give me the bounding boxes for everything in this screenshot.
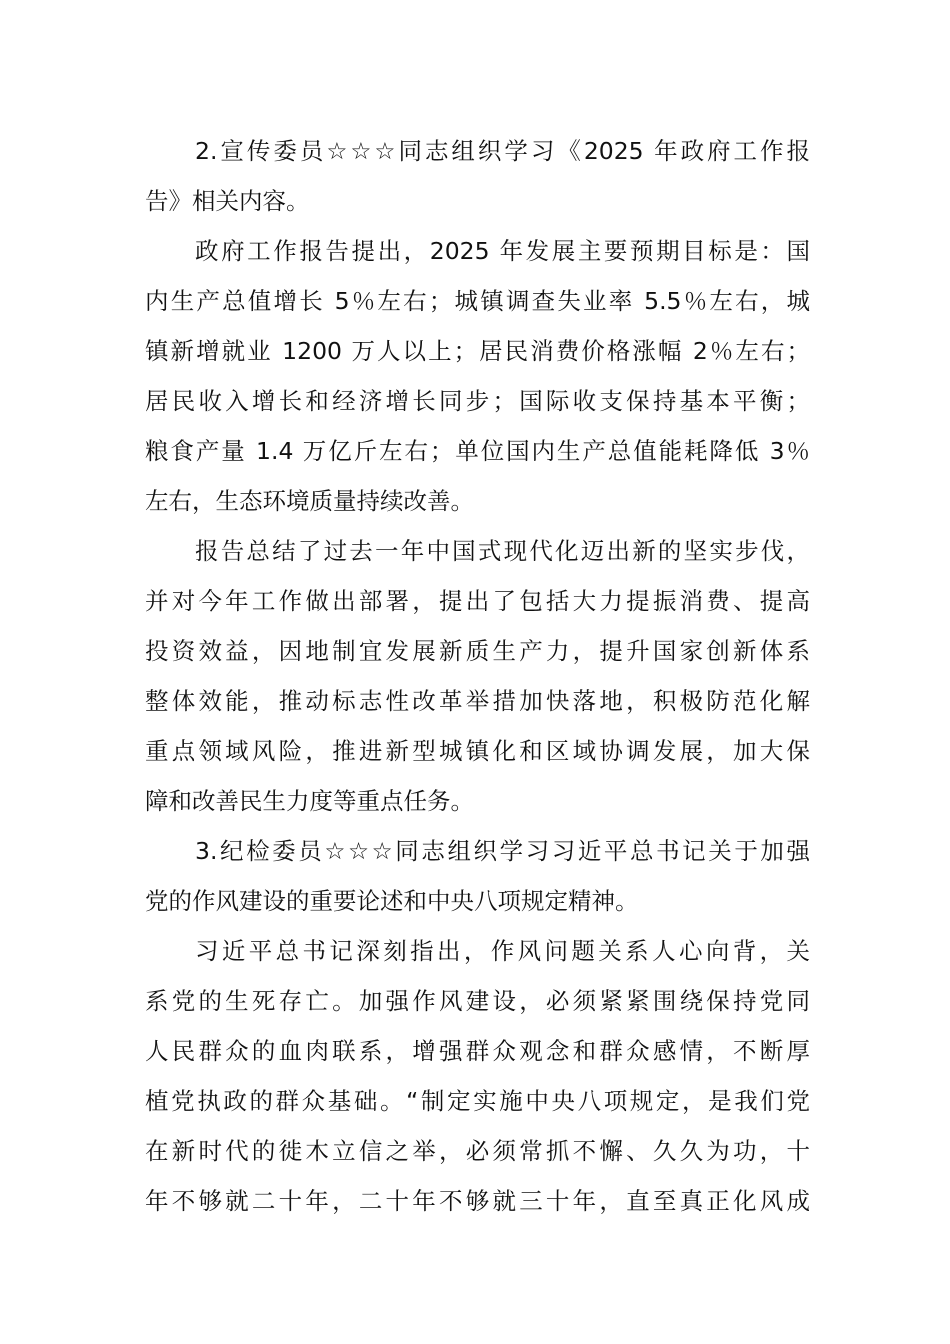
text-line: 并对今年工作做出部署，提出了包括大力提振消费、提高 <box>145 587 810 615</box>
text-line: 粮食产量 1.4 万亿斤左右；单位国内生产总值能耗降低 3％ <box>145 437 810 465</box>
text-line: 整体效能，推动标志性改革举措加快落地，积极防范化解 <box>145 687 810 715</box>
paragraph-4 <box>145 826 810 926</box>
text-line: 植党执政的群众基础。“制定实施中央八项规定，是我们党 <box>145 1087 810 1115</box>
text-line: 左右，生态环境质量持续改善。 <box>145 487 474 515</box>
text-line: 政府工作报告提出，2025 年发展主要预期目标是：国 <box>195 237 810 265</box>
document-body <box>145 126 810 1226</box>
text-line: 习近平总书记深刻指出，作风问题关系人心向背，关 <box>195 937 810 965</box>
text-line: 2.宣传委员☆☆☆同志组织学习《2025 年政府工作报 <box>195 137 810 165</box>
paragraph-1 <box>145 126 810 226</box>
text-line: 告》相关内容。 <box>145 187 310 215</box>
paragraph-3 <box>145 526 810 826</box>
text-line: 3.纪检委员☆☆☆同志组织学习习近平总书记关于加强 <box>195 837 810 865</box>
paragraph-5 <box>145 926 810 1226</box>
text-line: 重点领域风险，推进新型城镇化和区域协调发展，加大保 <box>145 737 810 765</box>
paragraph-2 <box>145 226 810 526</box>
text-line: 党的作风建设的重要论述和中央八项规定精神。 <box>145 887 639 915</box>
text-line: 投资效益，因地制宜发展新质生产力，提升国家创新体系 <box>145 637 810 665</box>
text-line: 人民群众的血肉联系，增强群众观念和群众感情，不断厚 <box>145 1037 810 1065</box>
text-line: 年不够就二十年，二十年不够就三十年，直至真正化风成 <box>145 1187 810 1215</box>
text-line: 在新时代的徙木立信之举，必须常抓不懈、久久为功，十 <box>145 1137 810 1165</box>
text-line: 内生产总值增长 5％左右；城镇调查失业率 5.5％左右，城 <box>145 287 810 315</box>
text-line: 系党的生死存亡。加强作风建设，必须紧紧围绕保持党同 <box>145 987 810 1015</box>
text-line: 镇新增就业 1200 万人以上；居民消费价格涨幅 2％左右； <box>145 337 810 365</box>
text-line: 报告总结了过去一年中国式现代化迈出新的坚实步伐， <box>195 537 810 565</box>
text-line: 居民收入增长和经济增长同步；国际收支保持基本平衡； <box>145 387 810 415</box>
text-line: 障和改善民生力度等重点任务。 <box>145 787 474 815</box>
